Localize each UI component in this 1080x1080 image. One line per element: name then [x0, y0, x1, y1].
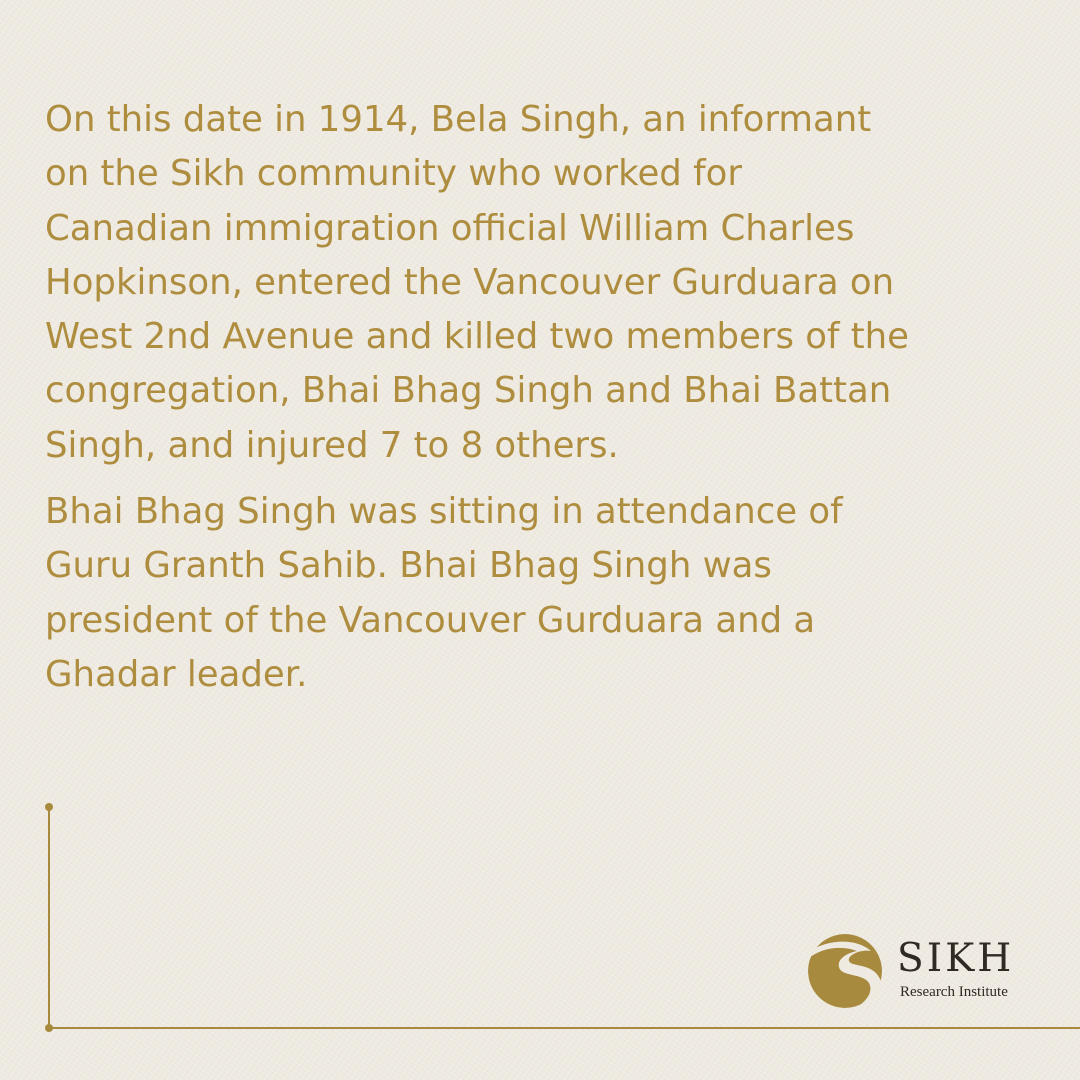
logo-subtitle: Research Institute: [900, 984, 1008, 1000]
paragraph-1: On this date in 1914, Bela Singh, an informant on the Sikh community who worked for Canadian immigration official William Charles Hopkinson, entered the Vancouver Gurduara on West 2nd Avenue and killed two members of the congregation, Bhai Bhag Singh and Bhai Battan Singh, and injured 7 to 8 others.: [45, 99, 909, 466]
decorative-dot-bottom: [45, 1024, 53, 1032]
post-text: [45, 93, 915, 702]
paragraph-2: Bhai Bhag Singh was sitting in attendance of Guru Granth Sahib. Bhai Bhag Singh was president of the Vancouver Gurduara and a Ghadar leader.: [45, 491, 843, 695]
decorative-horizontal-line: [48, 1027, 1080, 1029]
decorative-vertical-line: [48, 807, 50, 1029]
sikh-research-institute-emblem-icon: [807, 933, 883, 1009]
sikh-research-institute-logo: [807, 933, 1037, 1013]
logo-name: SIKH: [897, 936, 1015, 981]
decorative-dot-top: [45, 803, 53, 811]
